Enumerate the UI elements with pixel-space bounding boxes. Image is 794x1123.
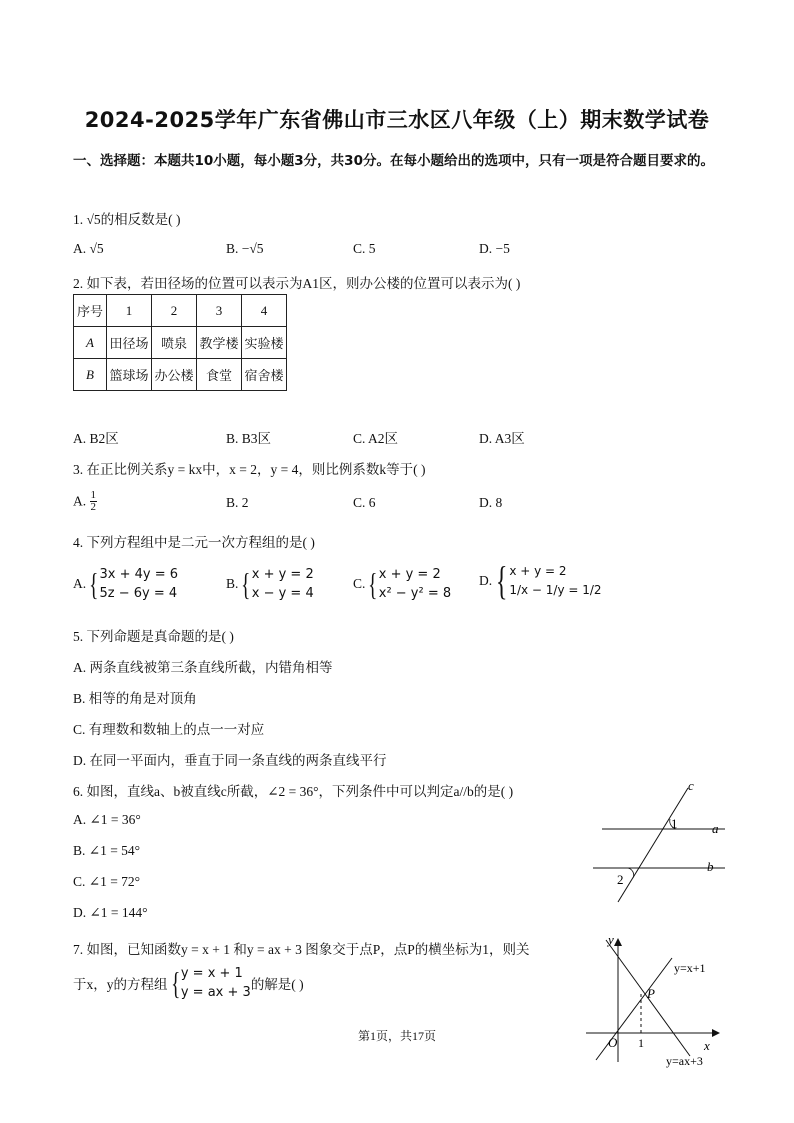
equation: x² − y² = 8 <box>378 586 452 601</box>
label-line2: y=ax+3 <box>666 1054 703 1068</box>
function-graph-figure <box>580 930 730 1070</box>
label-line1: y=x+1 <box>674 961 706 975</box>
question-5-stem: 5. 下列命题是真命题的是( ) <box>73 629 234 644</box>
q3-option-a <box>73 490 97 513</box>
q1-option-c: C. 5 <box>353 241 376 256</box>
equation: x + y = 2 <box>509 564 567 578</box>
question-4-stem: 4. 下列方程组中是二元一次方程组的是( ) <box>73 535 315 550</box>
q4-option-d <box>479 558 602 603</box>
table-cell: 办公楼 <box>152 359 197 391</box>
fraction-numerator: 1 <box>90 489 96 501</box>
q4-option-b <box>226 565 314 603</box>
question-2-stem: 2. 如下表，若田径场的位置可以表示为A1区，则办公楼的位置可以表示为( ) <box>73 276 521 291</box>
table-row <box>74 327 287 359</box>
equation-system <box>252 565 314 603</box>
question-3-stem: 3. 在正比例关系y = kx中，x = 2，y = 4，则比例系数k等于( ) <box>73 462 426 477</box>
q4-option-a <box>73 565 178 603</box>
q1-option-b: B. −√5 <box>226 241 264 256</box>
brace: { <box>368 566 378 602</box>
equation-system <box>181 964 251 1002</box>
location-table <box>73 294 287 391</box>
label-origin: O <box>608 1035 618 1050</box>
table-cell: 实验楼 <box>242 327 287 359</box>
label-b: b <box>707 859 714 874</box>
label-x-axis: x <box>704 1038 710 1053</box>
q7-stem-post: 的解是( ) <box>250 977 304 992</box>
y-axis-arrow <box>614 938 622 946</box>
question-7-stem-line2 <box>73 964 304 1002</box>
table-cell: 田径场 <box>107 327 152 359</box>
label-angle-1: 1 <box>671 816 678 831</box>
angle-2-arc <box>627 868 634 878</box>
q6-option-a: A. ∠1 = 36° <box>73 812 141 827</box>
q1-option-a: A. √5 <box>73 241 104 256</box>
equation: 5z − 6y = 4 <box>99 586 178 601</box>
equation: 3x + 4y = 6 <box>99 567 178 582</box>
fraction <box>90 490 98 513</box>
q2-option-a: A. B2区 <box>73 431 119 446</box>
equation-system <box>99 565 178 603</box>
label-P: P <box>647 986 655 1001</box>
q3-option-b: B. 2 <box>226 495 249 510</box>
equation-system <box>379 565 451 603</box>
table-cell: 食堂 <box>197 359 242 391</box>
page-title: 2024-2025学年广东省佛山市三水区八年级（上）期末数学试卷 <box>84 108 710 132</box>
q5-option-d: D. 在同一平面内，垂直于同一条直线的两条直线平行 <box>73 753 387 768</box>
table-cell: 篮球场 <box>107 359 152 391</box>
label-angle-2: 2 <box>617 872 624 887</box>
fraction-denominator: 2 <box>90 501 96 513</box>
q2-option-c: C. A2区 <box>353 431 399 446</box>
q2-option-b: B. B3区 <box>226 431 272 446</box>
equation: x − y = 4 <box>251 586 314 601</box>
brace: { <box>495 558 508 603</box>
q5-option-c: C. 有理数和数轴上的点一一对应 <box>73 722 265 737</box>
label-one: 1 <box>638 1036 644 1050</box>
brace: { <box>89 566 99 602</box>
option-label: B. <box>226 576 239 591</box>
parallel-lines-figure <box>590 778 730 908</box>
table-cell: 4 <box>242 295 287 327</box>
q6-option-d: D. ∠1 = 144° <box>73 905 148 920</box>
question-7-stem-line1: 7. 如图，已知函数y = x + 1 和y = ax + 3 图象交于点P，点P的横坐标为1，则关 <box>73 942 530 957</box>
table-cell: 序号 <box>74 295 107 327</box>
question-6-stem: 6. 如图，直线a、b被直线c所截，∠2 = 36°，下列条件中可以判定a//b的是( ) <box>73 784 514 799</box>
label-a: a <box>712 821 719 836</box>
brace: { <box>170 965 180 1001</box>
q7-stem-pre: 于x，y的方程组 <box>73 977 168 992</box>
q3-option-a-label: A. <box>73 493 87 509</box>
table-cell: A <box>74 327 107 359</box>
table-cell: 教学楼 <box>197 327 242 359</box>
label-y-axis: y <box>608 932 614 947</box>
table-cell: 1 <box>107 295 152 327</box>
q2-option-d: D. A3区 <box>479 431 525 446</box>
line-c <box>618 788 688 902</box>
option-label: D. <box>479 573 493 588</box>
q1-option-d: D. −5 <box>479 241 510 256</box>
table-cell: 喷泉 <box>152 327 197 359</box>
q3-option-d: D. 8 <box>479 495 503 510</box>
equation: 1/x − 1/y = 1/2 <box>509 583 602 597</box>
table-cell: 3 <box>197 295 242 327</box>
table-cell: B <box>74 359 107 391</box>
q6-option-c: C. ∠1 = 72° <box>73 874 141 889</box>
q3-option-c: C. 6 <box>353 495 376 510</box>
section-heading: 一、选择题：本题共10小题，每小题3分，共30分。在每小题给出的选项中，只有一项是符合题目要求的。 <box>73 153 714 169</box>
label-c: c <box>688 778 694 793</box>
equation: x + y = 2 <box>378 567 441 582</box>
option-label: C. <box>353 576 366 591</box>
brace: { <box>241 566 251 602</box>
option-label: A. <box>73 576 87 591</box>
q5-option-b: B. 相等的角是对顶角 <box>73 691 197 706</box>
equation: x + y = 2 <box>251 567 314 582</box>
table-cell: 2 <box>152 295 197 327</box>
equation-system <box>509 562 601 600</box>
table-header-row <box>74 295 287 327</box>
equation: y = x + 1 <box>180 966 243 981</box>
question-1-stem: 1. √5的相反数是( ) <box>73 212 181 227</box>
page-footer: 第1页，共17页 <box>357 1029 436 1043</box>
q6-option-b: B. ∠1 = 54° <box>73 843 141 858</box>
table-cell: 宿舍楼 <box>242 359 287 391</box>
q4-option-c <box>353 565 451 603</box>
q5-option-a: A. 两条直线被第三条直线所截，内错角相等 <box>73 660 333 675</box>
equation: y = ax + 3 <box>180 985 251 1000</box>
table-row <box>74 359 287 391</box>
